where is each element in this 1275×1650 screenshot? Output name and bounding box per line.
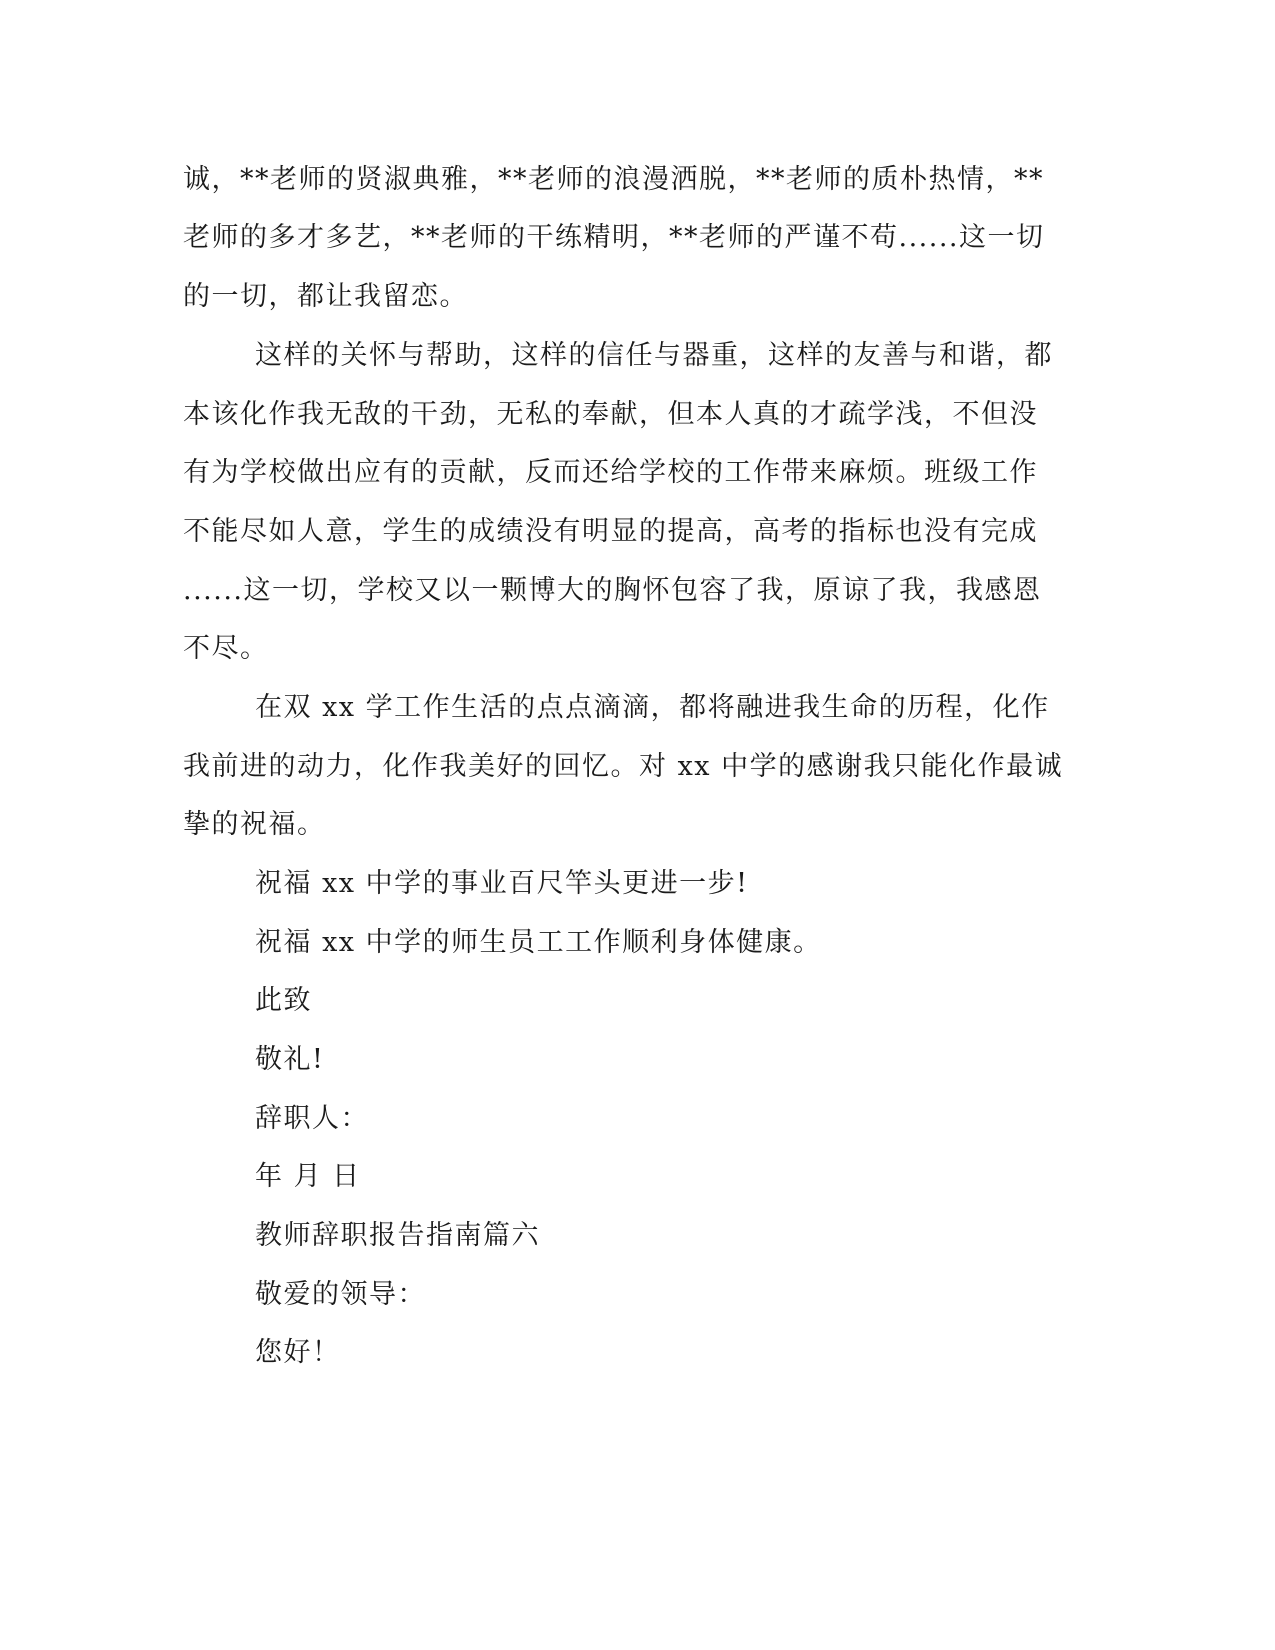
paragraph-line: 诚，**老师的贤淑典雅，**老师的浪漫洒脱，**老师的质朴热情，** xyxy=(183,164,1044,195)
paragraph-line: ......这一切，学校又以一颗博大的胸怀包容了我，原谅了我，我感恩 xyxy=(183,575,1042,606)
paragraph-line: 在双 xx 学工作生活的点点滴滴，都将融进我生命的历程，化作 xyxy=(255,692,1050,723)
salutation: 敬爱的领导： xyxy=(255,1279,426,1310)
paragraph-line: 这样的关怀与帮助，这样的信任与器重，这样的友善与和谐，都 xyxy=(255,340,1053,371)
closing-line: 敬礼! xyxy=(255,1044,325,1075)
paragraph-line: 的一切，都让我留恋。 xyxy=(183,281,468,312)
paragraph-line: 挚的祝福。 xyxy=(183,809,326,840)
paragraph-line: 有为学校做出应有的贡献，反而还给学校的工作带来麻烦。班级工作 xyxy=(183,457,1038,488)
section-heading: 教师辞职报告指南篇六 xyxy=(255,1220,540,1251)
closing-line: 此致 xyxy=(255,985,312,1016)
greeting: 您好！ xyxy=(255,1337,341,1368)
paragraph-line: 本该化作我无敌的干劲，无私的奉献，但本人真的才疏学浅，不但没 xyxy=(183,399,1038,430)
paragraph-line: 不能尽如人意，学生的成绩没有明显的提高，高考的指标也没有完成 xyxy=(183,516,1038,547)
date-line: 年 月 日 xyxy=(255,1161,361,1192)
signature-label: 辞职人： xyxy=(255,1103,369,1134)
blessing-line: 祝福 xx 中学的事业百尺竿头更进一步! xyxy=(255,868,749,899)
paragraph-line: 老师的多才多艺，**老师的干练精明，**老师的严谨不苟......这一切 xyxy=(183,222,1045,253)
paragraph-line: 我前进的动力，化作我美好的回忆。对 xx 中学的感谢我只能化作最诚 xyxy=(183,751,1064,782)
paragraph-line: 不尽。 xyxy=(183,633,269,664)
blessing-line: 祝福 xx 中学的师生员工工作顺利身体健康。 xyxy=(255,927,822,958)
